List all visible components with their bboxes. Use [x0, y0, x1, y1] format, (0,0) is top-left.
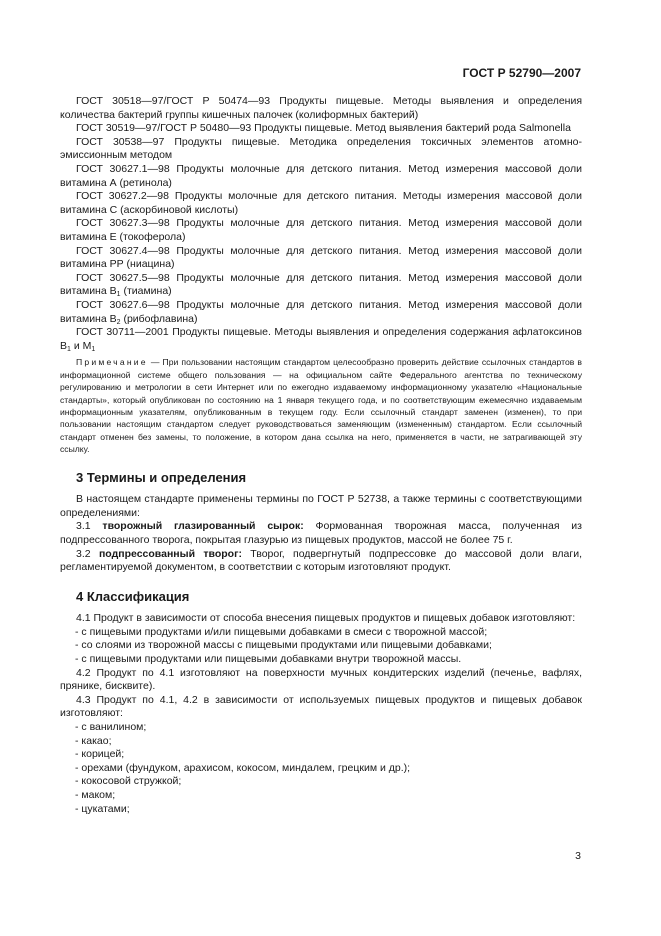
term-name: подпрессованный творог:: [98, 547, 242, 560]
note-text: — При пользовании настоящим стандартом целесообразно проверить действие ссылочных стандартов в информационной системе общего пользования — на официальном сайте Федерального агентства по техническому регулированию и метрологии в сети Интернет или по ежегодно издаваемому информационному указателю «Национальные стандарты», который опубликован по состоянию на 1 января текущего года, и по соответствующим ежемесячно издаваемым информационным указателям, опубликованным в текущем году. Если ссылочный стандарт заменен (изменен), то при пользовании настоящим стандартом следует руководствоваться заменяющим (измененным) стандартом. Если ссылочный стандарт отменен без замены, то положение, в котором дана ссылка на него, применяется в части, не затрагивающей эту ссылку.: [60, 357, 582, 455]
reference-item: [60, 326, 582, 353]
clause-4-1: 4.1 Продукт в зависимости от способа внесения пищевых продуктов и пищевых добавок изготовляют:: [76, 612, 576, 625]
reference-item: [60, 190, 582, 217]
reference-text: Продукты молочные для детского питания. Метод измерения массовой доли витамина А (ретинола): [60, 162, 582, 189]
normative-references: [60, 95, 582, 353]
list-item: - корицей;: [75, 748, 125, 761]
reference-text: Продукты пищевые. Методы выявления и определения содержания афлатоксинов В: [60, 326, 582, 352]
reference-item: [60, 299, 582, 326]
note-paragraph: [60, 356, 582, 455]
reference-item: [60, 272, 582, 299]
section-4-title: 4 Классификация: [76, 588, 190, 604]
reference-code: ГОСТ 30627.3—98: [76, 217, 170, 230]
reference-text: Продукты молочные для детского питания. Метод измерения массовой доли витамина В: [60, 298, 582, 325]
list-item: - с пищевыми продуктами и/или пищевыми добавками в смеси с творожной массой;: [75, 625, 488, 638]
note-label: Примечание: [76, 357, 148, 368]
reference-code: ГОСТ 30519—97/ГОСТ Р 50480—93: [76, 122, 252, 135]
reference-text: Продукты молочные для детского питания. Метод измерения массовой доли витамина Е (токоферола): [60, 217, 582, 243]
reference-code: ГОСТ 30627.4—98: [76, 244, 170, 257]
list-item: - со слоями из творожной массы с пищевыми продуктами или пищевыми добавками;: [75, 639, 492, 652]
reference-code: ГОСТ 30627.1—98: [76, 162, 170, 175]
reference-code: ГОСТ 30627.5—98: [76, 271, 170, 284]
page-number: 3: [575, 850, 581, 862]
clause-4-2: 4.2 Продукт по 4.1 изготовляют на поверхности мучных кондитерских изделий (печенье, вафлях, прянике, бисквите).: [60, 666, 582, 693]
reference-code: ГОСТ 30518—97/ГОСТ Р 50474—93: [76, 95, 271, 107]
list-item: - цукатами;: [75, 802, 130, 815]
reference-code: ГОСТ 30711—2001: [76, 326, 169, 339]
reference-text-tail: и М: [70, 339, 92, 352]
reference-text-tail: (рибофлавина): [120, 312, 198, 325]
term-definition: Формованная творожная масса, полученная из подпрессованного творога, покрытая глазурью из пищевых продуктов, массой не более 75 г.: [60, 520, 582, 546]
term-name: творожный глазированный сырок:: [102, 520, 304, 533]
term-number: 3.2: [76, 547, 91, 560]
clause-4-3: 4.3 Продукт по 4.1, 4.2 в зависимости от используемых пищевых продуктов и пищевых добавок изготовляют:: [60, 693, 582, 720]
section-3-intro: В настоящем стандарте применены термины по ГОСТ Р 52738, а также термины с соответствующими определениями:: [60, 493, 582, 519]
reference-item: [60, 95, 582, 122]
reference-item: [60, 122, 582, 136]
subscript: 2: [116, 318, 121, 326]
list-item: - маком;: [75, 789, 116, 801]
reference-text: Продукты пищевые. Методы выявления и определения количества бактерий группы кишечных палочек (колиформных бактерий): [60, 95, 583, 121]
reference-code: ГОСТ 30627.2—98: [76, 190, 169, 203]
list-item: - орехами (фундуком, арахисом, кокосом, миндалем, грецким и др.);: [75, 761, 411, 774]
reference-code: ГОСТ 30627.6—98: [76, 298, 170, 311]
reference-text: Продукты молочные для детского питания. Методы измерения массовой доли витамина С (аскорбиновой кислоты): [60, 190, 582, 216]
list-item: - с пищевыми продуктами или пищевыми добавками внутри творожной массы.: [75, 653, 462, 666]
document-header: ГОСТ Р 52790—2007: [462, 66, 581, 80]
reference-code: ГОСТ 30538—97: [76, 135, 165, 148]
list-item: - какао;: [75, 734, 112, 747]
reference-item: [60, 136, 582, 163]
list-item: - с ванилином;: [75, 721, 147, 734]
term-number: 3.1: [76, 520, 91, 533]
term-definition: Творог, подвергнутый подпрессовке до массовой доли влаги, регламентируемой документом, в соответствии с которым изготовляют продукт.: [60, 547, 582, 574]
reference-text: Продукты молочные для детского питания. Метод измерения массовой доли витамина В: [60, 271, 582, 298]
list-item: - кокосовой стружкой;: [75, 775, 182, 788]
reference-text: Продукты пищевые. Методика определения токсичных элементов атомно-эмиссионным методом: [60, 135, 582, 162]
reference-text-tail: (тиамина): [120, 285, 172, 298]
subscript: 1: [116, 291, 121, 299]
subscript: 1: [67, 345, 71, 353]
term-3-1: [60, 520, 582, 547]
reference-item: [60, 245, 582, 272]
term-3-2: [60, 548, 582, 575]
reference-item: [60, 217, 582, 244]
section-3-title: 3 Термины и определения: [76, 469, 247, 485]
reference-item: [60, 163, 582, 190]
page-body: [60, 95, 582, 816]
reference-text: Продукты молочные для детского питания. Метод измерения массовой доли витамина РР (ниацина): [60, 244, 582, 271]
subscript: 1: [91, 345, 96, 353]
reference-text: Продукты пищевые. Метод выявления бактерий рода Salmonella: [254, 122, 571, 135]
